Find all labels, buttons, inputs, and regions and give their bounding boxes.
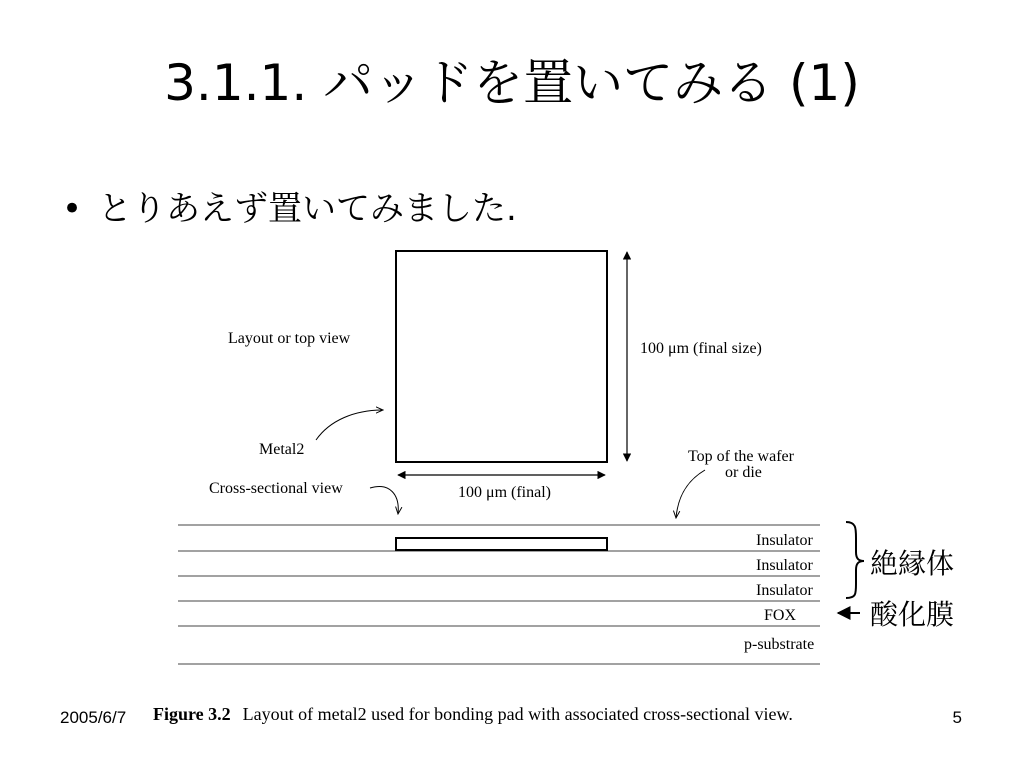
cross-section-label: Cross-sectional view [209,480,343,497]
bullet-text: とりあえず置いてみました. [98,189,517,229]
figure-caption [153,704,793,725]
figure-caption-label: Figure 3.2 [153,704,231,724]
layer-name-insulator-1: Insulator [756,532,813,549]
layout-view-label: Layout or top view [228,330,351,347]
top-of-wafer-label-line1: Top of the wafer [688,448,794,465]
footer-date: 2005/6/7 [60,708,127,727]
insulator-brace [846,522,864,598]
layer-name-insulator-3: Insulator [756,582,813,599]
top-of-wafer-pointer-arrow [676,470,705,518]
layer-name-insulator-2: Insulator [756,557,813,574]
slide-title: 3.1.1. パッドを置いてみる (1) [164,54,860,112]
layer-name-p-substrate: p-substrate [744,636,815,653]
oxide-annotation-jp: 酸化膜 [870,598,955,631]
width-label: 100 μm (final) [458,484,551,501]
top-of-wafer-label-line2: or die [725,464,762,481]
insulator-annotation-jp: 絶縁体 [870,547,955,580]
figure-caption-text: Layout of metal2 used for bonding pad with associated cross-sectional view. [242,704,793,724]
metal2-pointer-arrow [316,410,383,440]
metal2-pad-cross-section [396,538,607,550]
cross-section-pointer-arrow [370,487,398,514]
bullet-marker: • [62,189,83,229]
layer-name-fox: FOX [764,607,797,624]
height-label: 100 μm (final size) [640,340,762,357]
metal2-pad-top-view [396,251,607,462]
metal2-label: Metal2 [259,441,305,458]
page-number: 5 [952,708,962,727]
